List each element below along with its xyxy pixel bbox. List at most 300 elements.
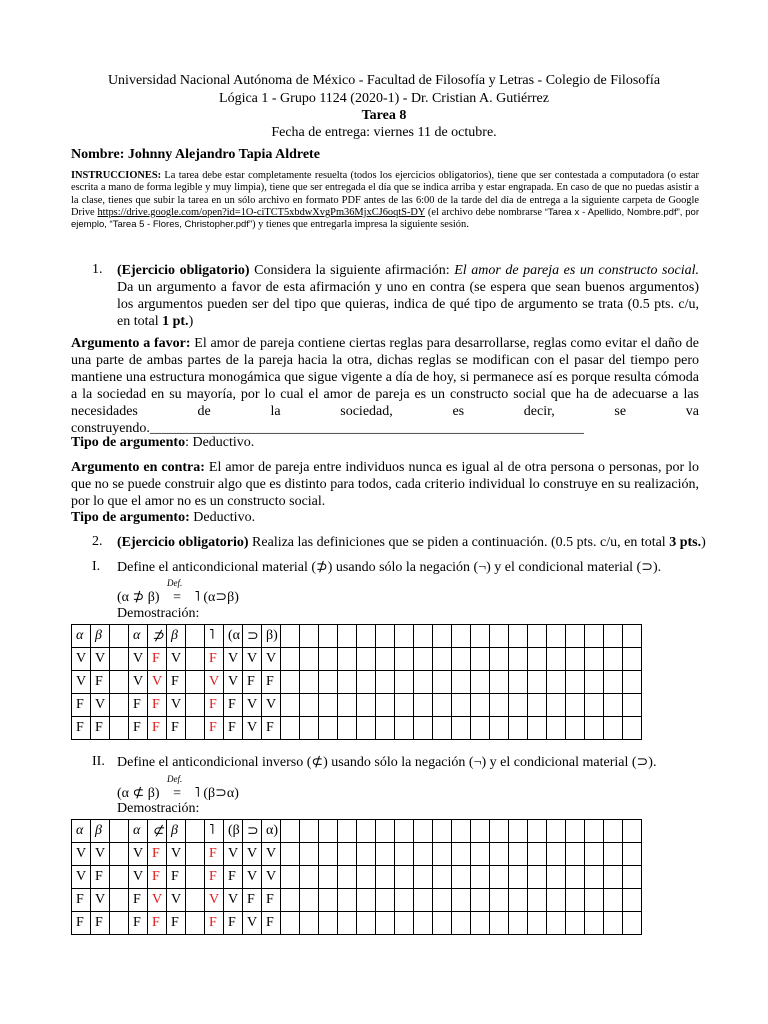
exercise-1-text-b: Da un argumento a favor de esta afirmación y uno en contra (se espera que sean buenos argumentos) los argumentos pueden ser del tipo que quieras, indica de qué tipo de argumento se trata (0.5 pts. c/u, en total — [117, 280, 699, 329]
truth-table-cell: V — [72, 671, 91, 694]
truth-table-header-cell: (α — [224, 625, 243, 648]
truth-table-empty-cell — [281, 717, 300, 740]
truth-table-row — [72, 694, 642, 717]
truth-table-cell: V — [262, 843, 281, 866]
truth-table-empty-cell — [509, 912, 528, 935]
truth-table-empty-cell — [623, 820, 642, 843]
truth-table-empty-cell — [433, 912, 452, 935]
truth-table-spacer-cell — [186, 717, 205, 740]
truth-table-cell: F — [205, 912, 224, 935]
truth-table-empty-cell — [376, 694, 395, 717]
truth-table-empty-cell — [585, 843, 604, 866]
truth-table-empty-cell — [319, 717, 338, 740]
truth-table-cell: F — [72, 912, 91, 935]
part-1-demo-label: Demostración: — [117, 606, 200, 621]
truth-table-cell: F — [224, 717, 243, 740]
truth-table-empty-cell — [376, 912, 395, 935]
equals-sign: = — [173, 786, 181, 801]
truth-table-row — [72, 889, 642, 912]
truth-table-empty-cell — [547, 694, 566, 717]
truth-table-empty-cell — [357, 671, 376, 694]
truth-table-spacer-cell — [186, 694, 205, 717]
truth-table-header-cell: α — [72, 820, 91, 843]
truth-table-empty-cell — [528, 889, 547, 912]
truth-table-cell: F — [262, 889, 281, 912]
truth-table-empty-cell — [471, 889, 490, 912]
truth-table-header-cell: α — [129, 820, 148, 843]
truth-table-empty-cell — [319, 866, 338, 889]
truth-table-empty-cell — [414, 671, 433, 694]
truth-table-header-cell: ⊄ — [148, 820, 167, 843]
exercise-2-text-a: Realiza las definiciones que se piden a continuación. (0.5 pts. c/u, en total — [248, 535, 670, 550]
def-label: Def. — [167, 774, 183, 784]
truth-table-empty-cell — [490, 717, 509, 740]
truth-table-cell: V — [91, 843, 110, 866]
truth-table-empty-cell — [338, 694, 357, 717]
truth-table-cell: V — [243, 648, 262, 671]
exercise-1-statement: El amor de pareja es un constructo social. — [454, 263, 699, 278]
truth-table-empty-cell — [623, 625, 642, 648]
truth-table-empty-cell — [338, 843, 357, 866]
part-1-lhs: (α ⊅ β) — [117, 590, 160, 605]
truth-table-empty-cell — [604, 843, 623, 866]
truth-table-cell: F — [129, 912, 148, 935]
truth-table-empty-cell — [300, 694, 319, 717]
truth-table-empty-cell — [319, 820, 338, 843]
part-2-lhs: (α ⊄ β) — [117, 786, 160, 801]
truth-table-cell: F — [243, 671, 262, 694]
truth-table-cell: V — [148, 671, 167, 694]
truth-table-empty-cell — [566, 648, 585, 671]
truth-table-cell: F — [262, 912, 281, 935]
truth-table-cell: V — [148, 889, 167, 912]
instructions-label: INSTRUCCIONES: — [71, 170, 162, 181]
truth-table-empty-cell — [490, 694, 509, 717]
truth-table-cell: F — [148, 694, 167, 717]
truth-table-row — [72, 671, 642, 694]
truth-table-empty-cell — [433, 694, 452, 717]
truth-table-empty-cell — [623, 889, 642, 912]
truth-table-empty-cell — [528, 866, 547, 889]
truth-table-cell: V — [224, 648, 243, 671]
truth-table-cell: F — [148, 648, 167, 671]
truth-table-cell: F — [129, 694, 148, 717]
truth-table-cell: V — [72, 648, 91, 671]
truth-table-empty-cell — [338, 671, 357, 694]
truth-table-empty-cell — [509, 625, 528, 648]
truth-table-empty-cell — [623, 694, 642, 717]
truth-table-cell: V — [243, 912, 262, 935]
truth-table-empty-cell — [547, 671, 566, 694]
header-title: Tarea 8 — [361, 108, 407, 123]
truth-table-cell: V — [262, 648, 281, 671]
truth-table-empty-cell — [395, 625, 414, 648]
truth-table-empty-cell — [490, 866, 509, 889]
truth-table-empty-cell — [623, 717, 642, 740]
truth-table-cell: F — [224, 866, 243, 889]
truth-table-cell: F — [224, 694, 243, 717]
truth-table-cell: F — [167, 866, 186, 889]
truth-table-empty-cell — [414, 889, 433, 912]
truth-table-empty-cell — [528, 625, 547, 648]
truth-table-empty-cell — [376, 671, 395, 694]
truth-table-empty-cell — [433, 648, 452, 671]
truth-table-empty-cell — [623, 671, 642, 694]
truth-table-empty-cell — [357, 843, 376, 866]
truth-table-cell: V — [129, 866, 148, 889]
truth-table-cell: V — [224, 889, 243, 912]
truth-table-empty-cell — [509, 671, 528, 694]
truth-table-header-cell: α — [72, 625, 91, 648]
truth-table-empty-cell — [547, 625, 566, 648]
truth-table-spacer-cell — [110, 889, 129, 912]
truth-table-cell: V — [205, 671, 224, 694]
truth-table-row — [72, 648, 642, 671]
truth-table-empty-cell — [528, 843, 547, 866]
truth-table-empty-cell — [300, 843, 319, 866]
truth-table-header-cell: ⊃ — [243, 625, 262, 648]
def-label: Def. — [167, 578, 183, 588]
exercise-2-points: 3 pts. — [669, 535, 702, 550]
truth-table-empty-cell — [509, 866, 528, 889]
truth-table-empty-cell — [319, 889, 338, 912]
truth-table-empty-cell — [395, 648, 414, 671]
truth-table-empty-cell — [471, 820, 490, 843]
truth-table-cell: V — [91, 694, 110, 717]
argument-pro-type — [71, 434, 699, 451]
student-name: Nombre: Johnny Alejandro Tapia Aldrete — [71, 147, 320, 162]
header-due-date: Fecha de entrega: viernes 11 de octubre. — [271, 125, 497, 140]
truth-table-cell: V — [129, 648, 148, 671]
truth-table-empty-cell — [395, 866, 414, 889]
truth-table-empty-cell — [471, 843, 490, 866]
truth-table-cell: F — [148, 717, 167, 740]
truth-table-empty-cell — [433, 717, 452, 740]
header-university: Universidad Nacional Autónoma de México - Facultad de Filosofía y Letras - Colegio de Filosofía — [107, 73, 661, 88]
truth-table-empty-cell — [414, 625, 433, 648]
truth-table-empty-cell — [604, 717, 623, 740]
truth-table-empty-cell — [528, 694, 547, 717]
truth-table-empty-cell — [547, 717, 566, 740]
truth-table-empty-cell — [528, 717, 547, 740]
drive-link[interactable]: https://drive.google.com/open?id=1O-ciTCT5xbdwXvgPm36MjxCJ6oqtS-DY — [97, 206, 426, 218]
truth-table-cell: V — [72, 843, 91, 866]
truth-table-empty-cell — [376, 648, 395, 671]
truth-table-empty-cell — [547, 912, 566, 935]
truth-table-empty-cell — [357, 717, 376, 740]
truth-table-header-cell: β — [167, 625, 186, 648]
truth-table-empty-cell — [604, 625, 623, 648]
equals-sign: = — [173, 590, 181, 605]
def-equals — [163, 774, 191, 802]
truth-table-empty-cell — [395, 717, 414, 740]
truth-table-empty-cell — [433, 843, 452, 866]
argument-pro-type-value: : Deductivo. — [185, 435, 255, 450]
truth-table-empty-cell — [395, 889, 414, 912]
truth-table-cell: F — [262, 671, 281, 694]
truth-table-empty-cell — [376, 717, 395, 740]
truth-table-cell: F — [91, 912, 110, 935]
truth-table-empty-cell — [490, 820, 509, 843]
truth-table-spacer-cell — [186, 625, 205, 648]
instructions — [71, 170, 699, 231]
truth-table-empty-cell — [490, 843, 509, 866]
argument-pro-text: El amor de pareja contiene ciertas reglas para desarrollarse, reglas como evitar el daño de una parte de ambas partes de la pareja hacia la otra, dichas reglas se modifican con el pasar del tiempo pero mantiene una estructura monogámica que sigue vigente a día de hoy, si permanece así es porque resulta cómoda a la sociedad en su mayoría, por lo cual el amor de pareja es un constructo social que ha de adecuarse a las necesidades de la sociedad, es decir, se va construyendo.______________________________________________________________ — [71, 336, 699, 436]
truth-table-spacer-cell — [110, 694, 129, 717]
truth-table-row — [72, 843, 642, 866]
exercise-2-prompt — [117, 534, 717, 551]
truth-table-empty-cell — [452, 625, 471, 648]
truth-table-empty-cell — [319, 671, 338, 694]
truth-table-empty-cell — [547, 843, 566, 866]
truth-table-empty-cell — [509, 843, 528, 866]
truth-table-cell: V — [91, 648, 110, 671]
truth-table-cell: V — [224, 843, 243, 866]
truth-table-spacer-cell — [186, 820, 205, 843]
truth-table-spacer-cell — [186, 912, 205, 935]
truth-table-cell: V — [243, 866, 262, 889]
argument-pro — [71, 335, 699, 437]
truth-table-2 — [71, 819, 642, 935]
truth-table-cell: F — [148, 912, 167, 935]
truth-table-cell: F — [205, 717, 224, 740]
truth-table-empty-cell — [281, 625, 300, 648]
truth-table-cell: V — [224, 671, 243, 694]
part-2-number: II. — [92, 754, 105, 769]
truth-table-cell: F — [148, 866, 167, 889]
truth-table-empty-cell — [300, 717, 319, 740]
truth-table-spacer-cell — [110, 820, 129, 843]
truth-table-empty-cell — [338, 866, 357, 889]
truth-table-empty-cell — [490, 625, 509, 648]
truth-table-empty-cell — [604, 866, 623, 889]
truth-table-empty-cell — [566, 625, 585, 648]
truth-table-cell: V — [167, 843, 186, 866]
truth-table-empty-cell — [471, 866, 490, 889]
truth-table-empty-cell — [300, 820, 319, 843]
truth-table-empty-cell — [281, 866, 300, 889]
truth-table-empty-cell — [490, 912, 509, 935]
truth-table-empty-cell — [414, 843, 433, 866]
truth-table-empty-cell — [585, 717, 604, 740]
truth-table-empty-cell — [376, 625, 395, 648]
truth-table-empty-cell — [566, 820, 585, 843]
truth-table-empty-cell — [414, 648, 433, 671]
truth-table-spacer-cell — [110, 671, 129, 694]
part-1-rhs: ˥ (α⊃β) — [194, 590, 239, 605]
truth-table-empty-cell — [566, 671, 585, 694]
truth-table-empty-cell — [376, 820, 395, 843]
truth-table-empty-cell — [395, 820, 414, 843]
exercise-1-points: 1 pt. — [162, 314, 189, 329]
truth-table-empty-cell — [414, 820, 433, 843]
truth-table-empty-cell — [281, 912, 300, 935]
truth-table-empty-cell — [414, 866, 433, 889]
truth-table-empty-cell — [338, 889, 357, 912]
truth-table-empty-cell — [452, 866, 471, 889]
truth-table-empty-cell — [471, 648, 490, 671]
instructions-text-3: ) y tienes que entregarla impresa la siguiente sesión. — [252, 219, 469, 231]
truth-table-empty-cell — [414, 717, 433, 740]
truth-table-empty-cell — [585, 671, 604, 694]
truth-table-empty-cell — [604, 694, 623, 717]
truth-table-spacer-cell — [186, 889, 205, 912]
truth-table-empty-cell — [357, 889, 376, 912]
part-1-formula — [117, 578, 239, 606]
truth-table-empty-cell — [281, 820, 300, 843]
truth-table-empty-cell — [547, 866, 566, 889]
truth-table-empty-cell — [281, 648, 300, 671]
truth-table-empty-cell — [585, 866, 604, 889]
truth-table-empty-cell — [604, 889, 623, 912]
truth-table-empty-cell — [585, 694, 604, 717]
truth-table-empty-cell — [471, 912, 490, 935]
truth-table-empty-cell — [528, 820, 547, 843]
truth-table-cell: V — [243, 694, 262, 717]
truth-table-cell: V — [262, 694, 281, 717]
exercise-2-text-b: ) — [701, 535, 706, 550]
truth-table-empty-cell — [357, 820, 376, 843]
truth-table-empty-cell — [471, 717, 490, 740]
truth-table-empty-cell — [509, 889, 528, 912]
truth-table-empty-cell — [604, 820, 623, 843]
instructions-text-2: (el archivo debe nombrarse — [425, 206, 545, 218]
truth-table-header-cell: α — [129, 625, 148, 648]
truth-table-empty-cell — [433, 625, 452, 648]
truth-table-empty-cell — [604, 671, 623, 694]
truth-table-cell: V — [243, 843, 262, 866]
part-1-text: Define el anticondicional material (⊅) usando sólo la negación (¬) y el condicional material (⊃). — [117, 560, 662, 575]
truth-table-empty-cell — [452, 912, 471, 935]
truth-table-spacer-cell — [186, 671, 205, 694]
truth-table-cell: F — [91, 866, 110, 889]
truth-table-spacer-cell — [110, 625, 129, 648]
truth-table-empty-cell — [414, 694, 433, 717]
truth-table-cell: F — [91, 671, 110, 694]
truth-table-header-cell: β — [167, 820, 186, 843]
truth-table-cell: F — [167, 671, 186, 694]
truth-table-empty-cell — [319, 625, 338, 648]
truth-table-empty-cell — [471, 625, 490, 648]
truth-table-empty-cell — [471, 671, 490, 694]
truth-table-empty-cell — [433, 820, 452, 843]
truth-table-empty-cell — [357, 625, 376, 648]
instructions-text-1: La tarea debe estar completamente resuelta (todos los ejercicios obligatorios), tiene que ser contestada a computadora (o estar escrita a mano de forma legible y muy limpia), tiene que ser entregada el día que se indica arriba y estar engrapada. En caso de que no puedas asistir a la clase, tienes que subir la tarea en un sólo archivo en formato PDF antes de las 6:00 de la tarde del día de entrega a la siguiente carpeta de Google Drive — [71, 170, 699, 218]
truth-table-empty-cell — [528, 648, 547, 671]
part-2-demo-label: Demostración: — [117, 801, 200, 816]
exercise-1-prompt — [117, 262, 699, 330]
truth-table-empty-cell — [490, 648, 509, 671]
truth-table-1 — [71, 624, 642, 740]
truth-table-empty-cell — [300, 912, 319, 935]
truth-table-spacer-cell — [186, 843, 205, 866]
truth-table-spacer-cell — [110, 648, 129, 671]
truth-table-empty-cell — [623, 648, 642, 671]
argument-con-type-label: Tipo de argumento: — [71, 510, 190, 525]
truth-table-empty-cell — [300, 866, 319, 889]
exercise-1-label: (Ejercicio obligatorio) — [117, 263, 250, 278]
truth-table-cell: F — [91, 717, 110, 740]
truth-table-empty-cell — [376, 889, 395, 912]
truth-table-cell: V — [243, 717, 262, 740]
truth-table-empty-cell — [509, 820, 528, 843]
exercise-1-number: 1. — [92, 262, 103, 277]
truth-table-empty-cell — [281, 843, 300, 866]
truth-table-cell: F — [129, 717, 148, 740]
truth-table-header-cell: β — [91, 625, 110, 648]
truth-table-cell: F — [205, 648, 224, 671]
truth-table-cell: F — [72, 694, 91, 717]
truth-table-empty-cell — [395, 843, 414, 866]
truth-table-cell: V — [262, 866, 281, 889]
truth-table-empty-cell — [528, 912, 547, 935]
truth-table-empty-cell — [452, 820, 471, 843]
truth-table-empty-cell — [452, 889, 471, 912]
truth-table-empty-cell — [452, 671, 471, 694]
truth-table-row — [72, 912, 642, 935]
truth-table-empty-cell — [300, 648, 319, 671]
part-2-formula — [117, 774, 239, 802]
truth-table-empty-cell — [338, 625, 357, 648]
truth-table-empty-cell — [585, 912, 604, 935]
truth-table-empty-cell — [566, 912, 585, 935]
truth-table-empty-cell — [566, 866, 585, 889]
truth-table-empty-cell — [433, 866, 452, 889]
truth-table-empty-cell — [319, 648, 338, 671]
truth-table-empty-cell — [338, 820, 357, 843]
truth-table-spacer-cell — [110, 843, 129, 866]
truth-table-empty-cell — [585, 820, 604, 843]
part-2-rhs: ˥ (β⊃α) — [194, 786, 239, 801]
truth-table-empty-cell — [376, 866, 395, 889]
truth-table-cell: V — [167, 694, 186, 717]
truth-table-empty-cell — [490, 889, 509, 912]
truth-table-empty-cell — [395, 694, 414, 717]
truth-table-empty-cell — [281, 671, 300, 694]
truth-table-header-cell: β — [91, 820, 110, 843]
truth-table-empty-cell — [509, 694, 528, 717]
truth-table-empty-cell — [300, 625, 319, 648]
part-2-text: Define el anticondicional inverso (⊄) usando sólo la negación (¬) y el condicional material (⊃). — [117, 755, 657, 770]
truth-table-spacer-cell — [186, 648, 205, 671]
truth-table-header-cell: β) — [262, 625, 281, 648]
truth-table-empty-cell — [547, 820, 566, 843]
truth-table-empty-cell — [414, 912, 433, 935]
truth-table-empty-cell — [585, 625, 604, 648]
truth-table-empty-cell — [433, 889, 452, 912]
truth-table-cell: F — [167, 717, 186, 740]
def-equals — [163, 578, 191, 606]
truth-table-cell: F — [129, 889, 148, 912]
truth-table-cell: V — [167, 648, 186, 671]
truth-table-cell: F — [72, 889, 91, 912]
truth-table-empty-cell — [528, 671, 547, 694]
truth-table-empty-cell — [566, 843, 585, 866]
truth-table-empty-cell — [376, 843, 395, 866]
truth-table-header-row — [72, 625, 642, 648]
truth-table-cell: F — [205, 843, 224, 866]
truth-table-cell: V — [205, 889, 224, 912]
truth-table-empty-cell — [433, 671, 452, 694]
truth-table-empty-cell — [395, 671, 414, 694]
truth-table-empty-cell — [357, 866, 376, 889]
truth-table-header-row — [72, 820, 642, 843]
truth-table-empty-cell — [319, 912, 338, 935]
truth-table-empty-cell — [623, 866, 642, 889]
truth-table-cell: F — [243, 889, 262, 912]
truth-table-spacer-cell — [186, 866, 205, 889]
truth-table-empty-cell — [338, 717, 357, 740]
